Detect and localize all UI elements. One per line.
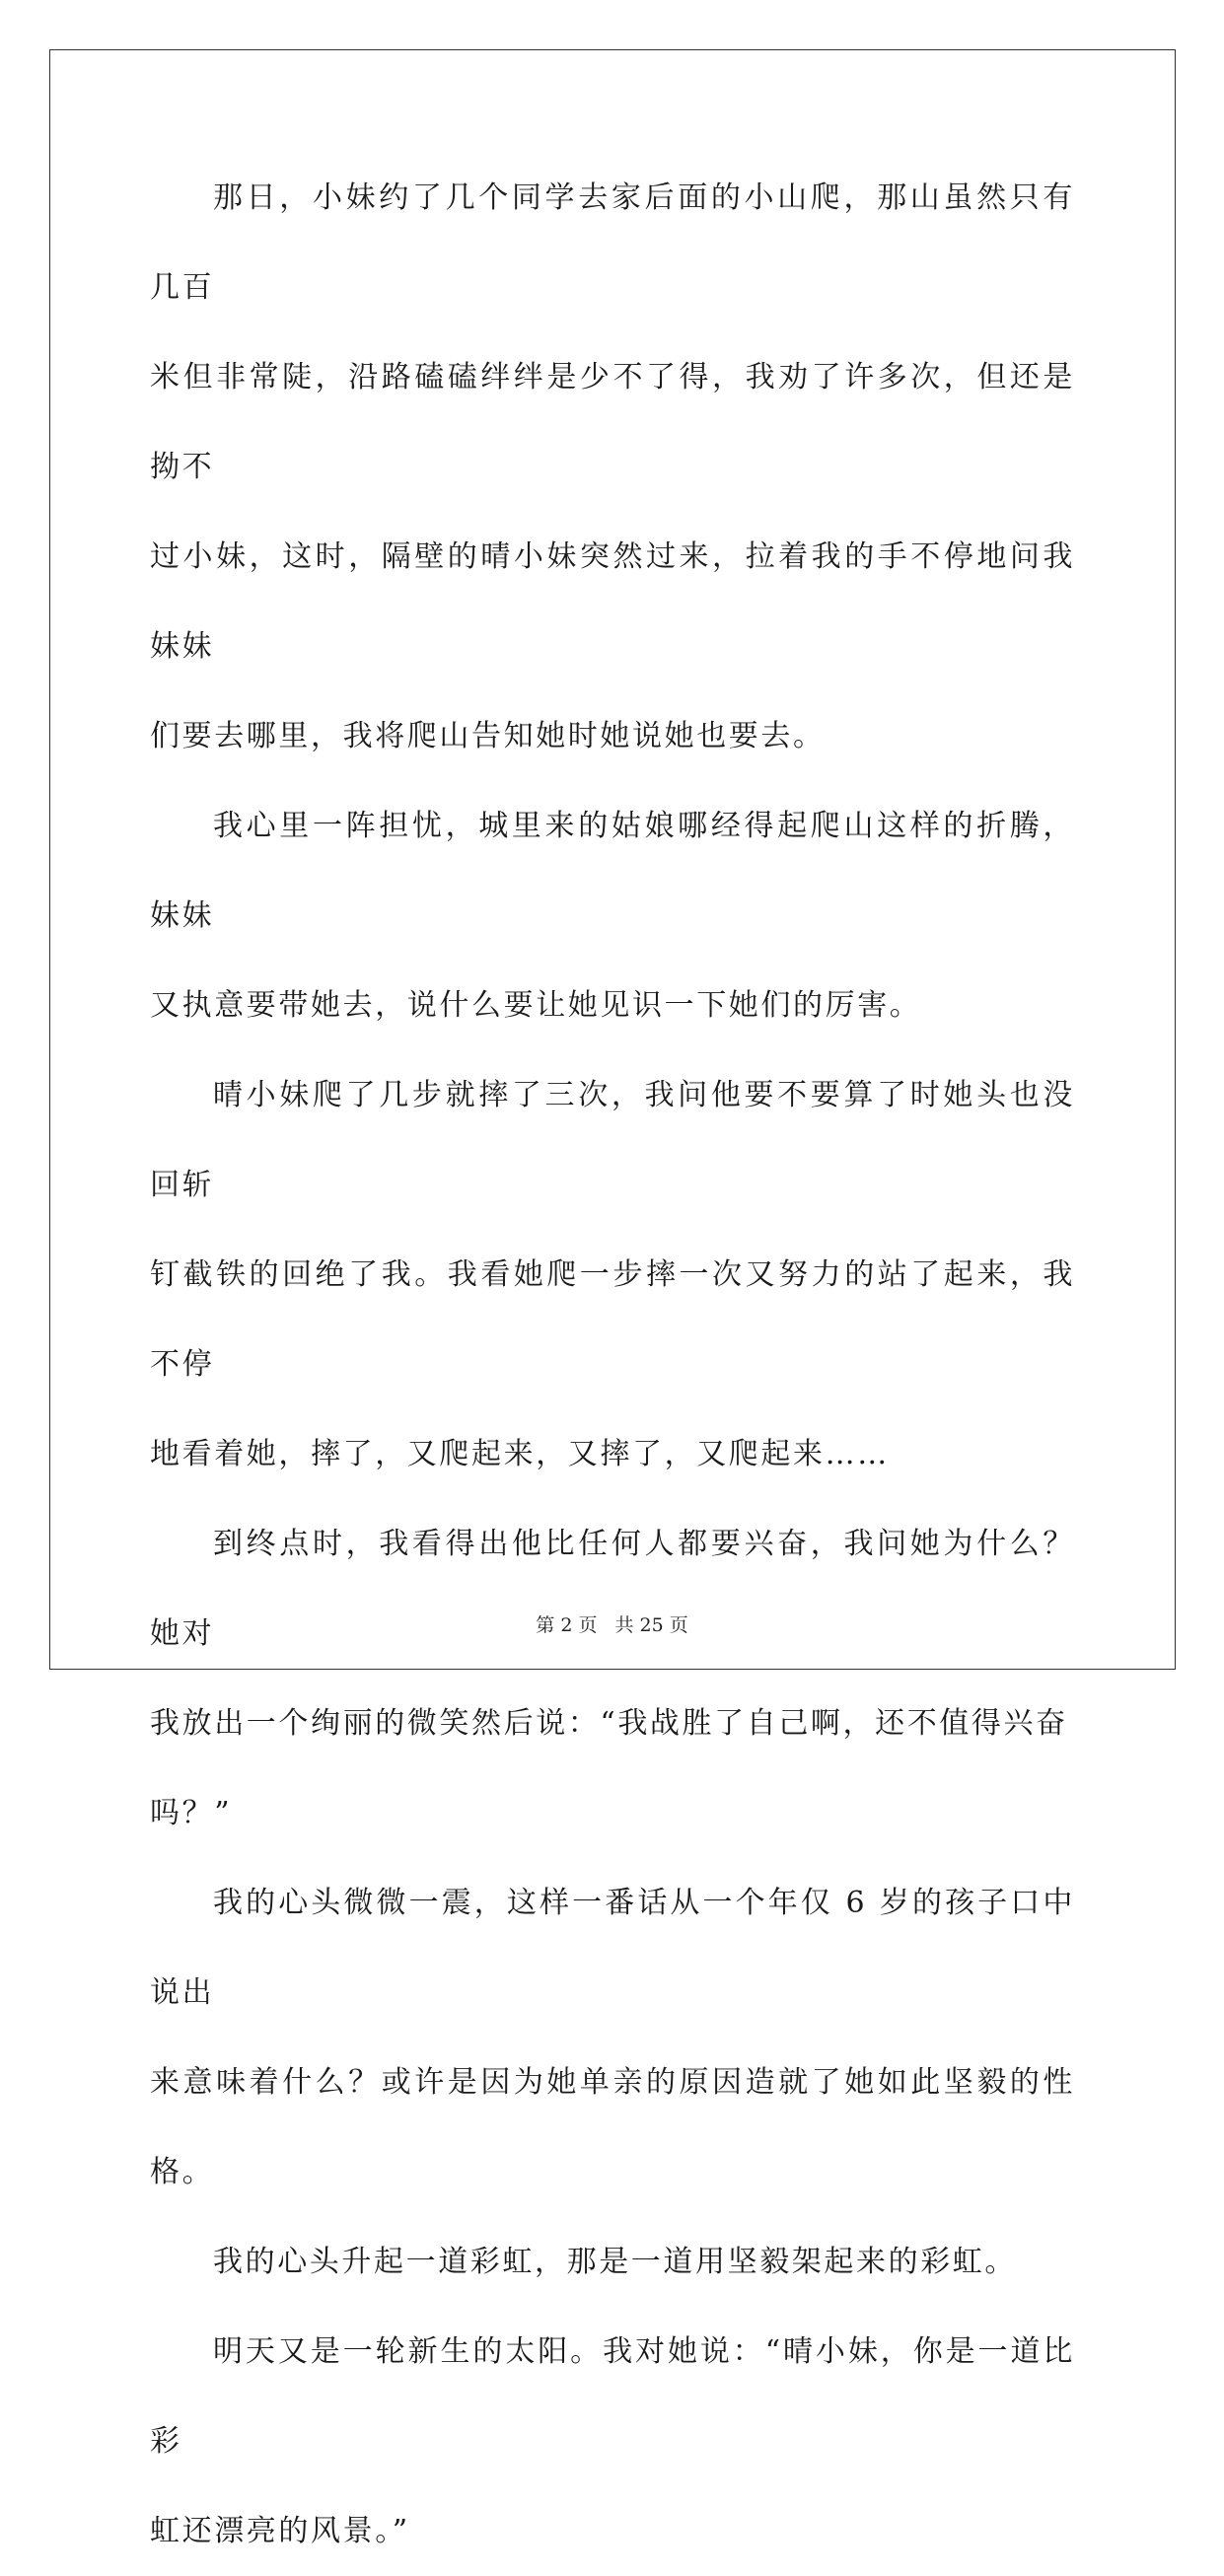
paragraph: 我心里一阵担忧，城里来的姑娘哪经得起爬山这样的折腾，妹妹 又执意要带她去，说什么要让她见识一下她们的厉害。 [150,809,1075,1023]
paragraph: 我的心头升起一道彩虹，那是一道用坚毅架起来的彩虹。 [213,2245,1017,2279]
document-body [150,153,1075,2576]
paragraph: 晴小妹爬了几步就摔了三次，我问他要不要算了时她头也没回斩 钉截铁的回绝了我。我看她爬一步摔一次又努力的站了起来，我不停 地看着她，摔了，又爬起来，又摔了，又爬起来…… [150,1078,1075,1471]
page-footer [0,1610,1224,1637]
paragraph: 明天又是一轮新生的太阳。我对她说：“晴小妹，你是一道比彩 虹还漂亮的风景。” [150,2334,1075,2548]
paragraph: 那日，小妹约了几个同学去家后面的小山爬，那山虽然只有几百 米但非常陡，沿路磕磕绊绊是少不了得，我劝了许多次，但还是拗不 过小妹，这时，隔壁的晴小妹突然过来，拉着我的手不停地问我妹妹 们要去哪里，我将爬山告知她时她说她也要去。 [150,180,1075,753]
page-total: 共 25 页 [614,1614,688,1636]
page-number: 第 2 页 [536,1614,598,1636]
paragraph: 到终点时，我看得出他比任何人都要兴奋，我问她为什么？她对 我放出一个绚丽的微笑然后说：“我战胜了自己啊，还不值得兴奋 吗？” [150,1527,1075,1830]
paragraph: 我的心头微微一震，这样一番话从一个年仅 6 岁的孩子口中说出 来意味着什么？或许是因为她单亲的原因造就了她如此坚毅的性格。 [150,1886,1075,2189]
